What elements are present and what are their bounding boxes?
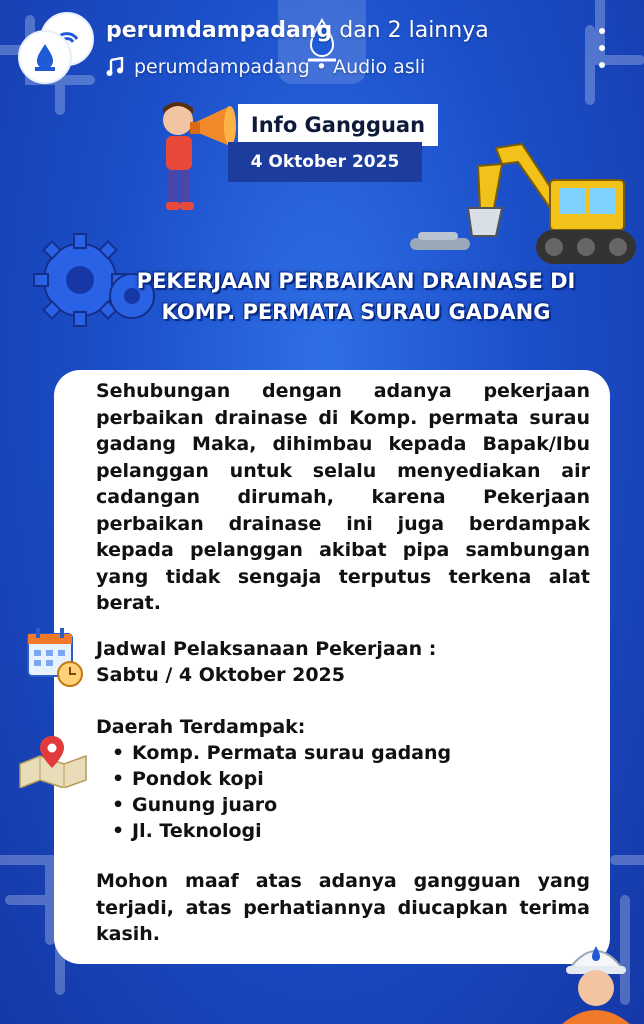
schedule-title: Jadwal Pelaksanaan Pekerjaan : — [96, 638, 437, 660]
list-item: • Gunung juaro — [112, 792, 451, 818]
audio-account: perumdampadang — [134, 56, 310, 78]
affected-area-list — [112, 740, 451, 844]
list-item: • Komp. Permata surau gadang — [112, 740, 451, 766]
music-note-icon — [106, 57, 124, 77]
closing-text: Mohon maaf atas adanya gangguan yang terjadi, atas perhatiannya diucapkan terima kasih. — [96, 870, 590, 945]
affected-area-title: Daerah Terdampak: — [96, 716, 306, 738]
account-name[interactable]: perumdampadang — [106, 18, 333, 43]
list-item: • Jl. Teknologi — [112, 818, 451, 844]
worker-mascot-illustration — [548, 934, 644, 1024]
headline — [128, 266, 584, 328]
story-header — [0, 0, 644, 90]
account-suffix: dan 2 lainnya — [332, 18, 489, 43]
excavator-icon — [410, 140, 642, 270]
schedule-value: Sabtu / 4 Oktober 2025 — [96, 664, 345, 686]
headline-line-2: KOMP. PERMATA SURAU GADANG — [161, 300, 551, 324]
audio-separator: • — [309, 56, 334, 78]
announcement-date: 4 Oktober 2025 — [228, 142, 422, 182]
audio-label: Audio asli — [333, 56, 426, 78]
headline-line-1: PEKERJAAN PERBAIKAN DRAINASE DI — [136, 269, 576, 293]
megaphone-icon — [190, 106, 236, 146]
avatar[interactable] — [18, 30, 72, 84]
audio-info[interactable] — [106, 56, 425, 78]
avatar-group[interactable] — [18, 12, 98, 82]
map-pin-icon — [18, 734, 88, 788]
calendar-clock-icon — [26, 626, 86, 688]
more-vertical-icon[interactable] — [592, 28, 612, 68]
account-title[interactable] — [106, 18, 489, 43]
list-item: • Pondok kopi — [112, 766, 451, 792]
info-gangguan-label: Info Gangguan — [238, 104, 438, 146]
announcement-body: Sehubungan dengan adanya pekerjaan perbaikan drainase di Komp. permata surau gadang Maka, dihimbau kepada Bapak/Ibu pelanggan untuk selalu menyediakan air cadangan dirumah, karena Pekerjaan perbaikan drainase ini juga berdampak kepada pelanggan akibat pipa sambungan yang tidak sengaja terputus terkena alat berat. — [96, 380, 590, 614]
water-drop-logo-icon — [30, 41, 60, 73]
